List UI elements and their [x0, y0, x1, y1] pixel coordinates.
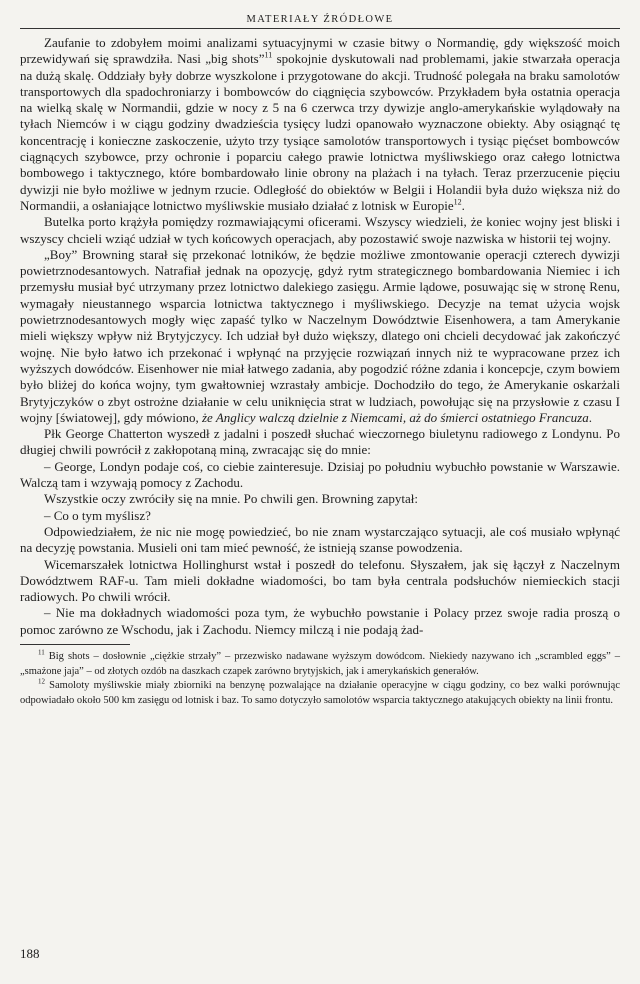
footnote-ref-11: 11 [264, 50, 273, 60]
page-number: 188 [20, 946, 40, 961]
running-header: MATERIAŁY ŹRÓDŁOWE [246, 14, 394, 25]
paragraph-7: – Co o tym myślisz? [44, 507, 151, 523]
footnote-rule [20, 644, 130, 645]
footnote-ref-12: 12 [453, 197, 462, 207]
paragraph-6: Wszystkie oczy zwróciły się na mnie. Po chwili gen. Browning zapytał: [44, 491, 419, 507]
footnote-11-number: 11 [38, 648, 45, 657]
paragraph-1 [20, 35, 620, 214]
paragraph-8: Odpowiedziałem, że nic nie mogę powiedzieć, bo nie znam wystarczająco sytuacji, ale coś musiało wpłynąć na decyzję powstania. Musieli oni tam mieć pewność, że istnieją szanse powodzenia. [20, 523, 620, 556]
footnote-12-text: Samoloty myśliwskie miały zbiorniki na benzynę pozwalające na działanie operacyjne w ciągu godziny, co bez walki porównując odpowiadało około 500 km zasięgu od lotnisk i baz. To samo dotyczyło samolotów wsparcia taktycznego atakujących obiekty na linii frontu. [20, 680, 620, 706]
footnote-12-number: 12 [38, 677, 45, 686]
paragraph-1-text-b: spokojnie dyskutowali nad problemami, jakie stwarzała operacja na dużą skalę. Oddziały były dobrze wyszkolone i przygotowane do akcji. Trudność polegała na braku samolotów transportowych dla spadochroniarzy i bombowców do ciągnięcia szybowców. Przykładem była ostatnia operacja na wielką skalę w Normandii, gdzie w nocy z 5 na 6 czerwca trzy dywizje anglo-amerykańskie wylądowały na tyłach Niemców i w ciągu godziny dwadzieścia tysięcy ludzi opanowało wyznaczone obiekty. Aby osiągnąć tę koncentrację i konieczne zaskoczenie, użyto trzy tysiące samolotów transportowych i tysiąc pięćset bombowców ciągnących szybowce, przy ochronie i poparciu całego prawie lotnictwa myśliwskiego oraz całego lotnictwa bombowego i taktycznego, które bombardowało linie obrony na plażach i na tyłach. Teraz przerzucenie pięciu dywizji nie było możliwe w jednym rzucie. Odległość do obiektów w Belgii i Holandii była dużo większa niż do Normandii, a osłaniające lotnictwo myśliwskie musiało działać z lotnisk w Europie [20, 51, 620, 213]
paragraph-3-text-a: „Boy” Browning starał się przekonać lotników, że będzie możliwe zmontowanie operacji czterech dywizji powietrznodesantowych. Natrafiał jednak na opozycję, gdyż rytm strategicznego bombardowania Niemiec i ich przemysłu musiał być utrzymany przez lotnictwo dalekiego zasięgu. Armie lądowe, posuwając się w stronę Renu, wymagały nieustannego wsparcia lotnictwa taktycznego i myśliwskiego. Decyzje na temat użycia wojsk powietrznodesantowych mogły więc zapaść tylko w Naczelnym Dowództwie Eisenhowera, a tam Amerykanie mieli większy wpływ niż Brytyjczycy. Ich udział był dużo większy, dlatego oni chcieli decydować jak zakończyć wojnę. Nie było łatwo ich przekonać i wpłynąć na przyjęcie rozwiązań innych niż te wypracowane przez ich wyższych dowódców. Eisenhower nie miał łatwego zadania, aby pogodzić różne zdania i koncepcje, czym bowiem było bliżej do końca wojny, tym gwałtowniej wzrastały ambicje. Dochodziło do tego, że Amerykanie oskarżali Brytyjczyków o zbyt ostrożne działanie w celu uniknięcia strat w ludziach, powołując się na przysłowie z czasu I wojny [światowej], gdy mówiono, [20, 246, 620, 425]
header-rule [20, 28, 620, 29]
paragraph-3 [20, 247, 620, 426]
main-text [20, 35, 620, 638]
paragraph-3-text-c: . [588, 409, 592, 425]
paragraph-3-italic: że Anglicy walczą dzielnie z Niemcami, aż do śmierci ostatniego Francuza [201, 409, 589, 425]
paragraph-1-text-c: . [461, 197, 465, 213]
footnote-11-text: Big shots – dosłownie „ciężkie strzały” – przezwisko nadawane wyższym dowódcom. Niekiedy nazywano ich „scrambled eggs” – „smażone jaja” – od złotych ozdób na daszkach czapek zarówno brytyjskich, jak i amerykańskich generałów. [20, 650, 620, 677]
footnote-11 [20, 650, 620, 679]
paragraph-5: – George, Londyn podaje coś, co ciebie zainteresuje. Dzisiaj po południu wybuchło powstanie w Warszawie. Walczą tam i wzywają pomocy z Zachodu. [20, 458, 620, 491]
paragraph-2: Butelka porto krążyła pomiędzy rozmawiającymi oficerami. Wszyscy wiedzieli, że koniec wojny jest bliski i wszyscy chcieli wziąć udział w tych końcowych operacjach, aby pozostawić swoje nazwiska w historii tej wojny. [20, 214, 620, 246]
paragraph-10: – Nie ma dokładnych wiadomości poza tym, że wybuchło powstanie i Polacy przez swoje radia proszą o pomoc zarówno ze Wschodu, jak i Zachodu. Niemcy milczą i nie podają żad- [20, 605, 620, 637]
footnote-12 [20, 679, 620, 708]
paragraph-4: Płk George Chatterton wyszedł z jadalni i poszedł słuchać wieczornego biuletynu radiowego z Londynu. Po długiej chwili powrócił z zakłopotaną miną, zwracając się do mnie: [20, 426, 620, 458]
footnotes [20, 650, 620, 708]
paragraph-1-text-a: Zaufanie to zdobyłem moimi analizami sytuacyjnymi w czasie bitwy o Normandię, gdy większość moich przewidywań się sprawdziła. Nasi „big shots” [20, 35, 620, 67]
paragraph-9: Wicemarszałek lotnictwa Hollinghurst wstał i poszedł do telefonu. Słyszałem, jak się łączył z Naczelnym Dowództwem RAF-u. Tam mieli dokładne wiadomości, bo tam była centrala podsłuchów niemieckich stacji radiowych. Po chwili wrócił. [20, 556, 620, 605]
